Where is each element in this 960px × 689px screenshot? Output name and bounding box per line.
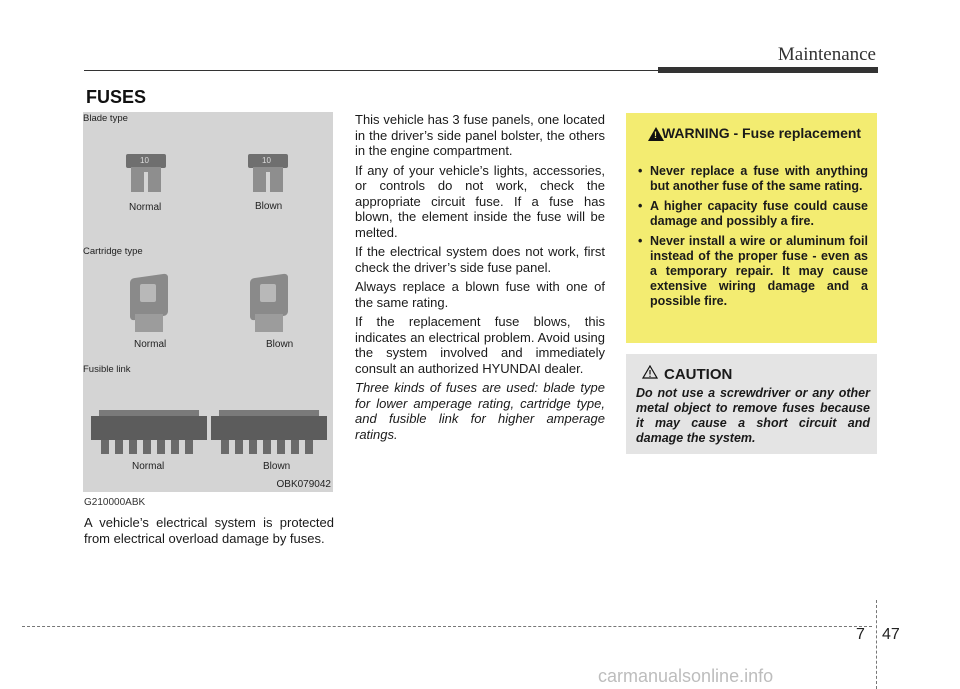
footer-divider [876, 600, 877, 689]
link-normal-caption: Normal [132, 461, 165, 472]
header-bar [658, 67, 878, 73]
blade-fuse-blown [248, 154, 288, 192]
caution-box [626, 354, 877, 454]
warning-item: • Never replace a fuse with anything but another fuse of the same rating. [638, 164, 868, 193]
caution-title: CAUTION [664, 366, 733, 383]
caution-text: Do not use a screwdriver or any other metal object to remove fuses because it may cause a short circuit and damage the system. [636, 386, 870, 445]
section-code: G210000ABK [84, 497, 146, 508]
paragraph-panels: This vehicle has 3 fuse panels, one located in the driver’s side panel bolster, the others in the engine compartment. [355, 112, 605, 158]
section-title: FUSES [86, 87, 147, 107]
blade-rating-blown: 10 [262, 156, 271, 165]
cartridge-normal-caption: Normal [134, 339, 167, 350]
header-rule [84, 70, 658, 71]
footer-rule [22, 626, 872, 627]
warning-item: • A higher capacity fuse could cause damage and possibly a fire. [638, 199, 868, 228]
intro-paragraph [84, 515, 334, 550]
blade-fuse-normal [126, 154, 166, 192]
running-header: Maintenance [777, 44, 876, 65]
paragraph-fuse-kinds: Three kinds of fuses are used: blade type for lower amperage rating, cartridge type, and fusible link for higher amperage ratings. [355, 380, 605, 442]
fuse-description [355, 112, 605, 446]
paragraph-driver-panel: If the electrical system does not work, first check the driver’s side fuse panel. [355, 244, 605, 275]
cartridge-type-label: Cartridge type [83, 246, 143, 257]
fusible-link-blown [211, 410, 327, 456]
blade-type-label: Blade type [83, 113, 128, 124]
warning-list [638, 164, 868, 314]
paragraph-dealer: If the replacement fuse blows, this indicates an electrical problem. Avoid using the system involved and immediately consult an authorized HYUNDAI dealer. [355, 314, 605, 376]
fusible-link-label: Fusible link [83, 364, 131, 375]
fusible-link-normal [91, 410, 207, 456]
warning-icon: ! [648, 127, 664, 141]
figure-code: OBK079042 [276, 479, 331, 490]
cartridge-fuse-normal [127, 270, 171, 334]
intro-text: A vehicle’s electrical system is protected from electrical overload damage by fuses. [84, 515, 334, 546]
chapter-number: 7 [856, 626, 865, 643]
link-blown-caption: Blown [263, 461, 291, 472]
cartridge-fuse-blown [247, 270, 291, 334]
paragraph-check: If any of your vehicle’s lights, accessories, or controls do not work, check the appropriate circuit fuse. If a fuse has blown, the element inside the fuse will be melted. [355, 162, 605, 240]
blade-blown-caption: Blown [255, 201, 283, 212]
cartridge-blown-caption: Blown [266, 339, 294, 350]
warning-item: • Never install a wire or aluminum foil instead of the proper fuse - even as a temporary repair. It may cause extensive wiring damage and a possible fire. [638, 234, 868, 308]
warning-box [626, 113, 877, 343]
blade-rating: 10 [140, 156, 149, 165]
caution-icon [642, 365, 658, 379]
fuse-types-figure [83, 112, 333, 492]
warning-title: WARNING - Fuse replacement [661, 125, 862, 141]
page-number: 47 [882, 626, 900, 643]
watermark: carmanualsonline.info [598, 666, 774, 686]
paragraph-replace: Always replace a blown fuse with one of the same rating. [355, 279, 605, 310]
blade-normal-caption: Normal [129, 202, 162, 213]
